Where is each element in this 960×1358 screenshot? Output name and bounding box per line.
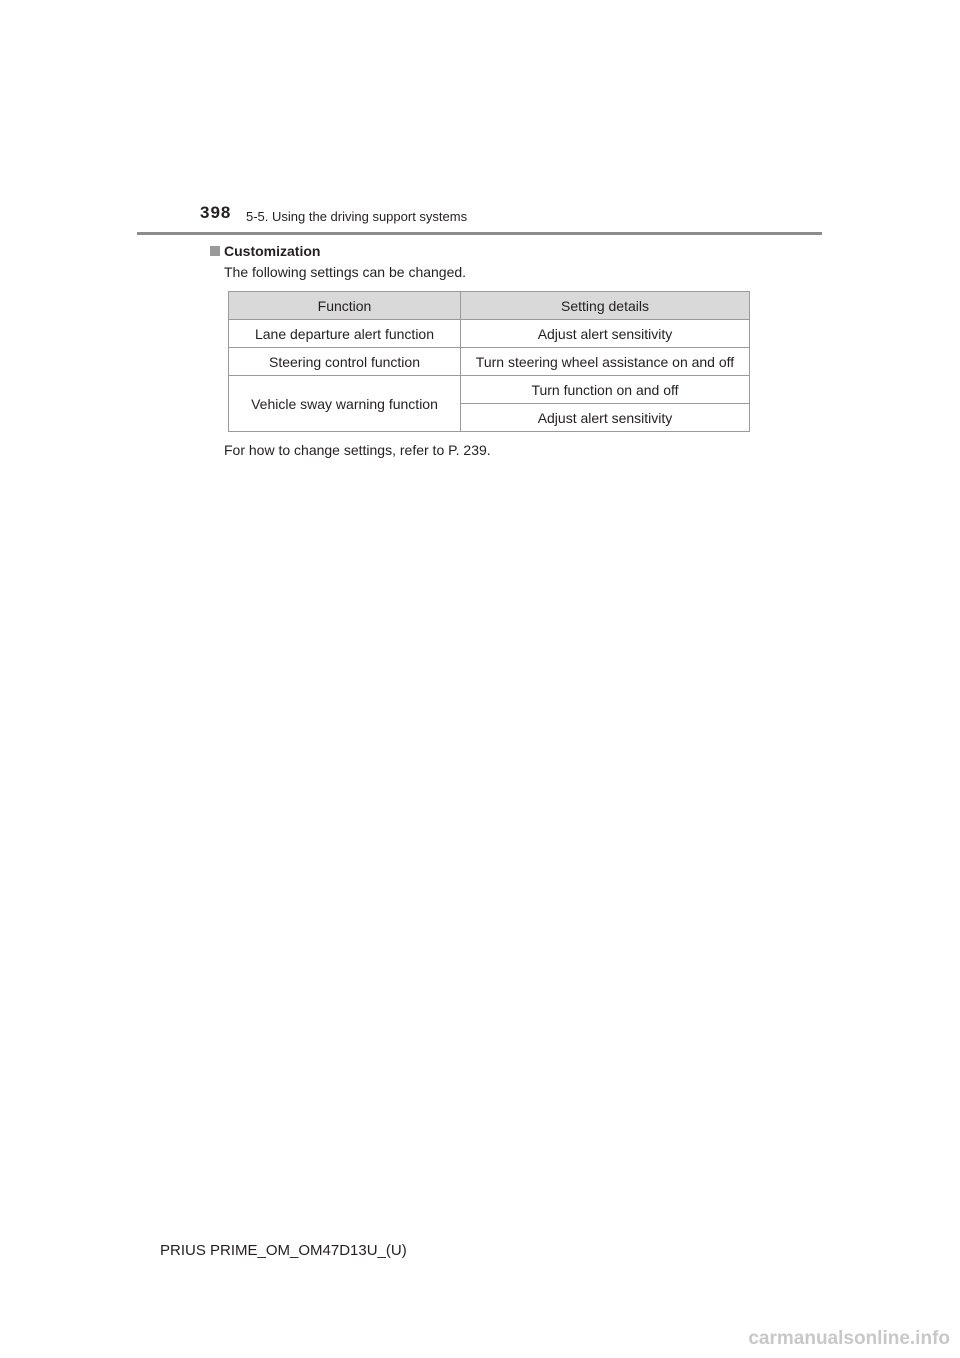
intro-text: The following settings can be changed. (224, 264, 467, 280)
section-heading (210, 243, 320, 259)
page-number: 398 (200, 203, 232, 222)
table-row (229, 348, 750, 376)
table-header-row (229, 292, 750, 320)
column-header-setting-details: Setting details (461, 292, 750, 320)
function-cell: Lane departure alert function (229, 320, 461, 348)
document-id: PRIUS PRIME_OM_OM47D13U_(U) (160, 1242, 407, 1259)
function-cell: Steering control function (229, 348, 461, 376)
square-bullet-icon (210, 246, 220, 256)
column-header-function: Function (229, 292, 461, 320)
heading-text: Customization (224, 243, 321, 259)
function-cell: Vehicle sway warning function (229, 376, 461, 432)
section-title: 5-5. Using the driving support systems (246, 209, 468, 224)
setting-cell: Adjust alert sensitivity (461, 320, 750, 348)
table-row (229, 320, 750, 348)
setting-cell: Turn function on and off (461, 376, 750, 404)
table-row (229, 376, 750, 404)
setting-cell: Turn steering wheel assistance on and off (461, 348, 750, 376)
header-rule (137, 232, 822, 235)
watermark: carmanualsonline.info (748, 1328, 950, 1349)
settings-table (228, 291, 750, 432)
footer-note: For how to change settings, refer to P. 239. (224, 442, 491, 458)
setting-cell: Adjust alert sensitivity (461, 404, 750, 432)
